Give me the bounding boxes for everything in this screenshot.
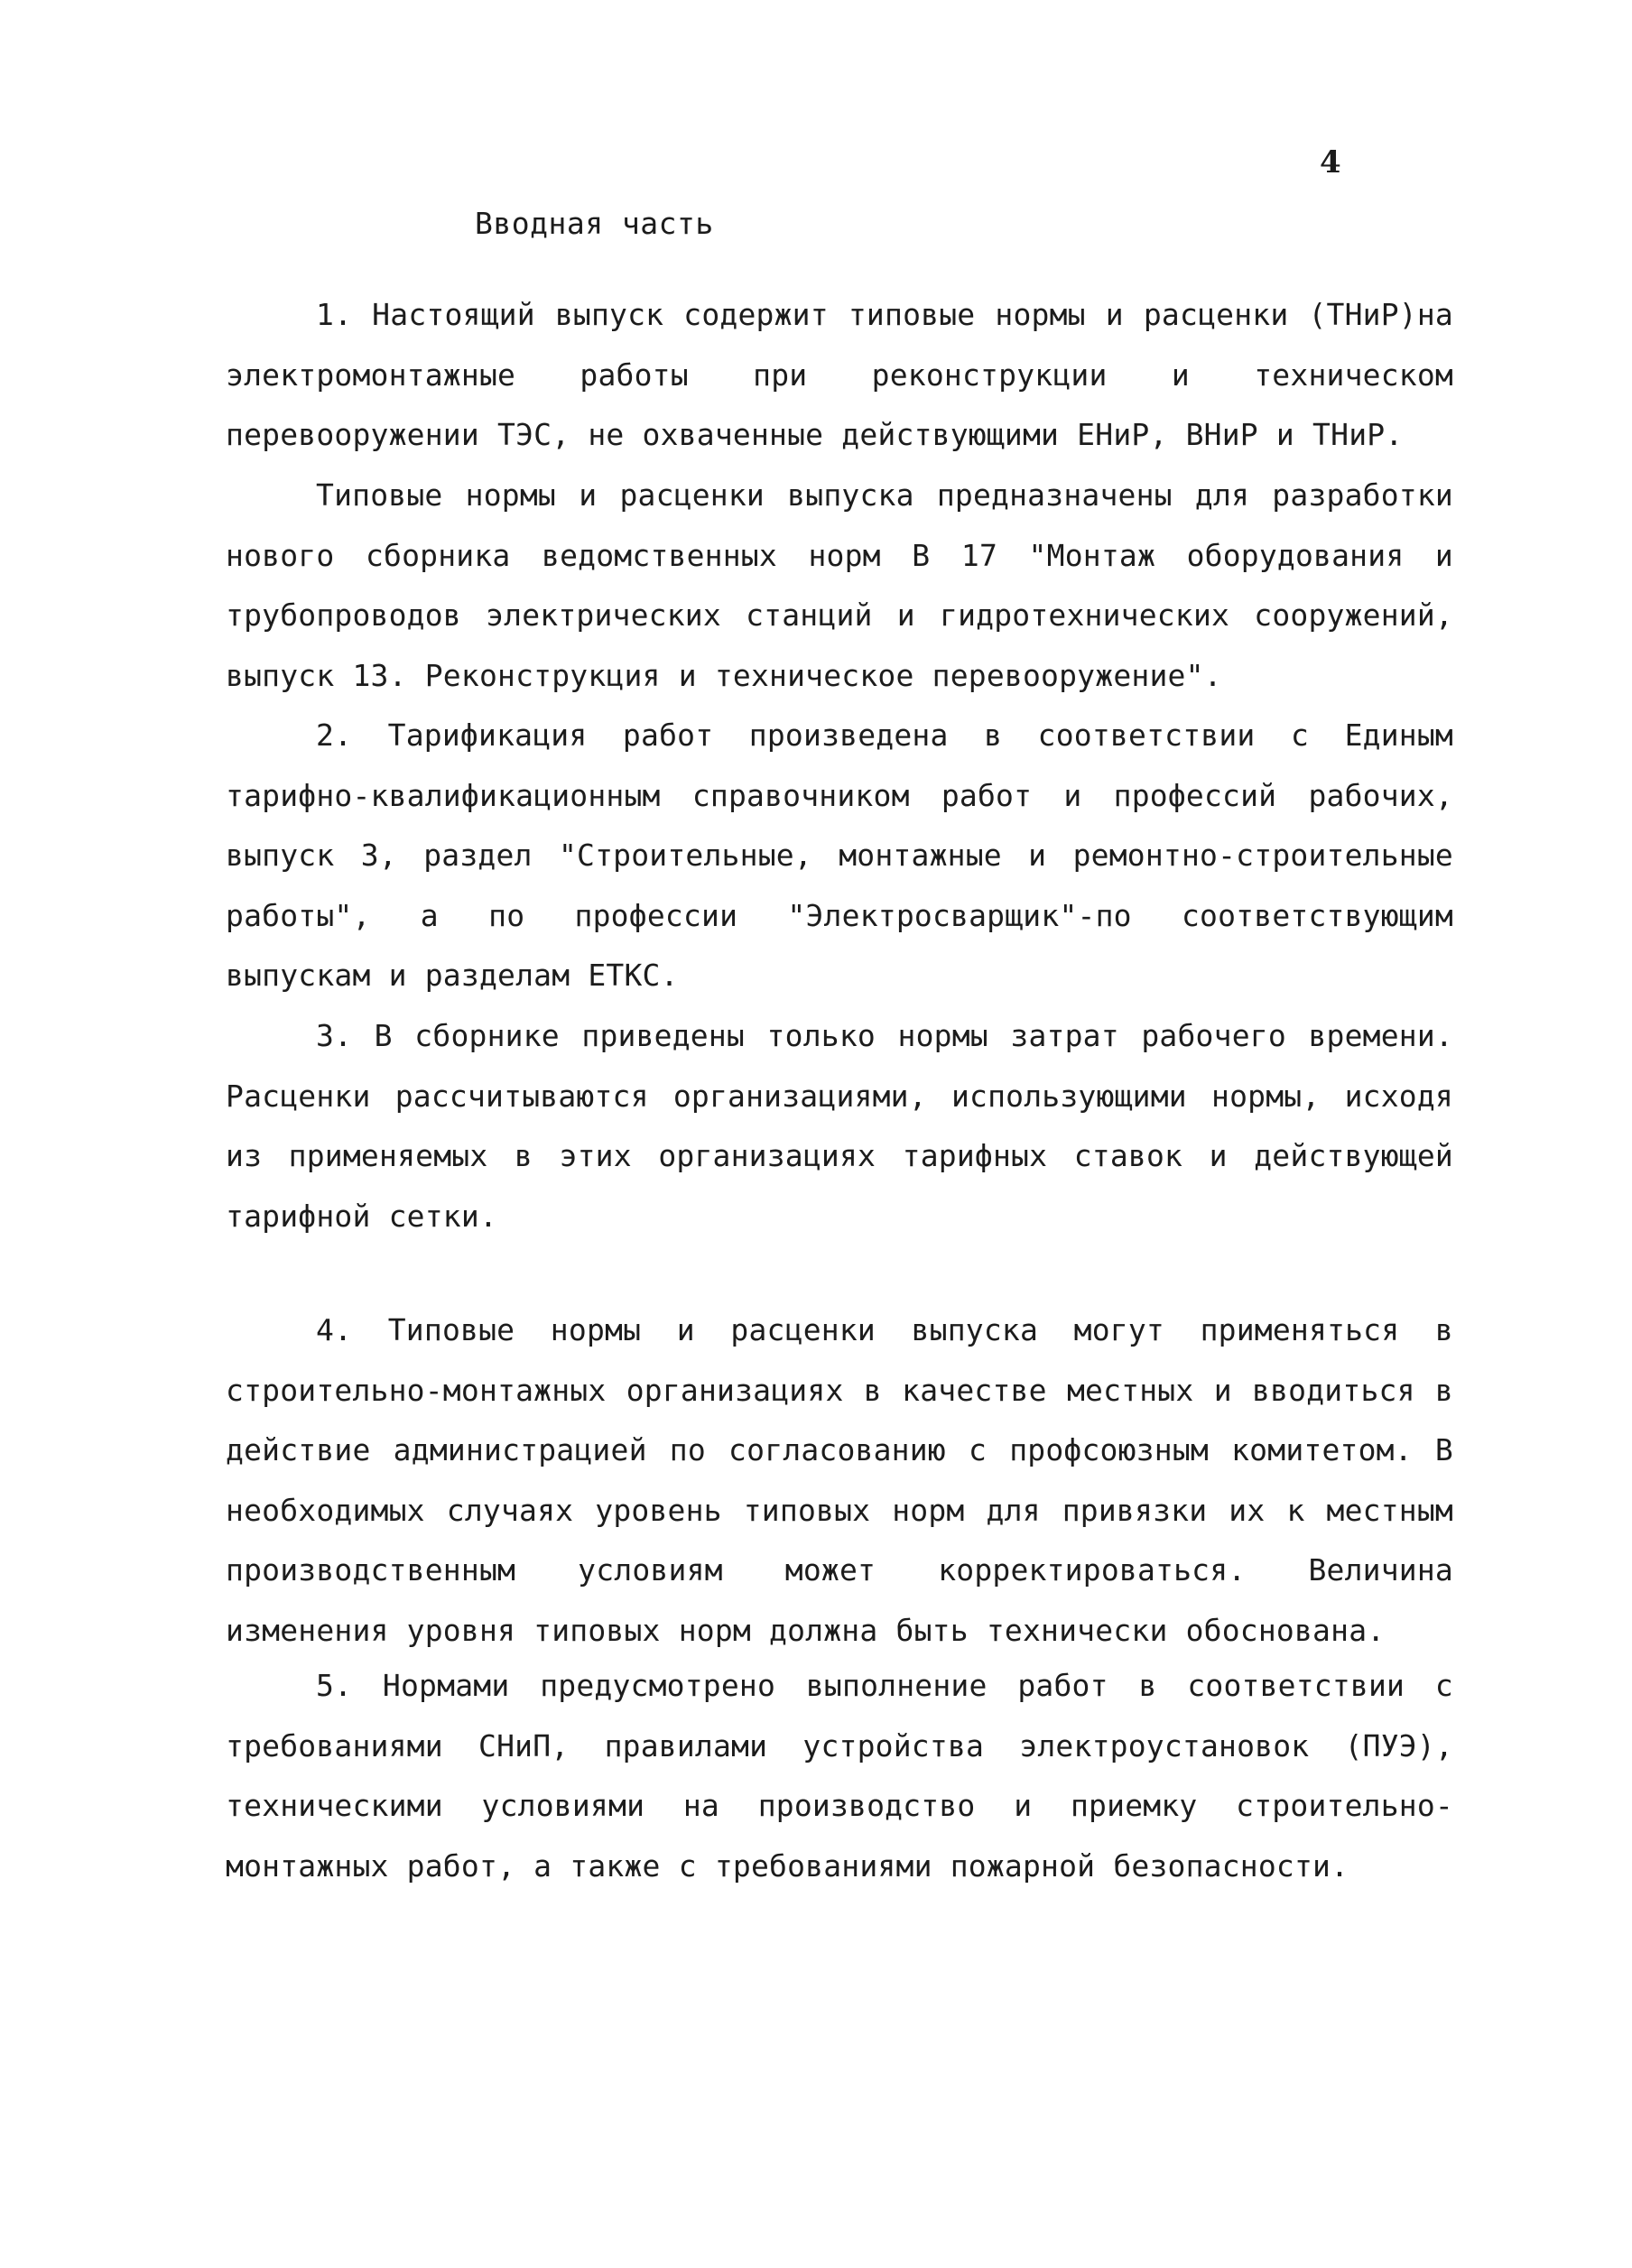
section-heading: Вводная часть [475, 206, 714, 241]
paragraph-1: 1. Настоящий выпуск содержит типовые нормы и расценки (ТНиР)на электромонтажные работы при реконструкции и техническом перевооружении ТЭС, не охваченные действующими ЕНиР, ВНиР и ТНиР. [226, 297, 1453, 452]
paragraph-1-continued: Типовые нормы и расценки выпуска предназначены для разработки нового сборника ведомственных норм В 17 "Монтаж оборудования и трубопроводов электрических станций и гидротехнических сооружений, выпуск 13. Реконструкция и техническое перевооружение". [226, 477, 1453, 693]
paragraph-3: 3. В сборнике приведены только нормы затрат рабочего времени. Расценки рассчитываются организациями, использующими нормы, исходя из применяемых в этих организациях тарифных ставок и действующей тарифной сетки. [226, 1018, 1453, 1234]
paragraph-4: 4. Типовые нормы и расценки выпуска могут применяться в строительно-монтажных организациях в качестве местных и вводиться в действие администрацией по согласованию с профсоюзным комитетом. В необходимых случаях уровень типовых норм для привязки их к местным производственным условиям может корректироваться. Величина изменения уровня типовых норм должна быть технически обоснована. [226, 1312, 1453, 1648]
paragraph-2: 2. Тарификация работ произведена в соответствии с Единым тарифно-квалификационным справочником работ и профессий рабочих, выпуск 3, раздел "Строительные, монтажные и ремонтно-строительные работы", а по профессии "Электросварщик"-по соответствующим выпускам и разделам ЕТКС. [226, 717, 1453, 993]
page-number: 4 [1320, 144, 1341, 181]
paragraph-5: 5. Нормами предусмотрено выполнение работ в соответствии с требованиями СНиП, правилами устройства электроустановок (ПУЭ), техническими условиями на производство и приемку строительно-монтажных работ, а также с требованиями пожарной безопасности. [226, 1668, 1453, 1884]
